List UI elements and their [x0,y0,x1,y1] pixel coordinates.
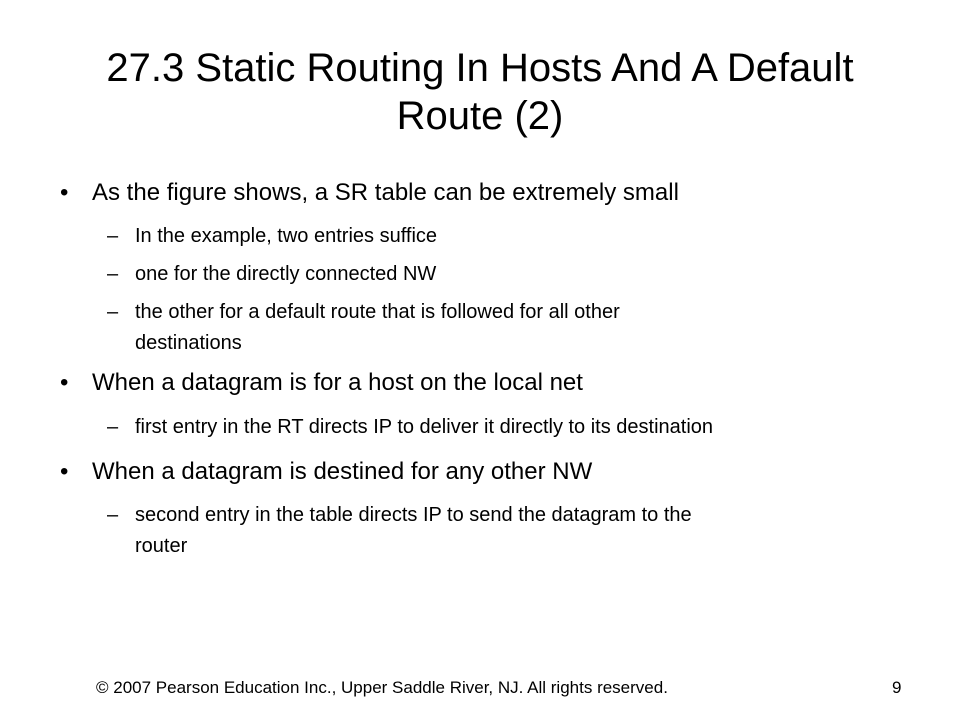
sub-bullet-text: second entry in the table directs IP to send the datagram to the [135,504,692,526]
sub-bullet-item [107,300,925,324]
title-line-2: Route (2) [396,94,564,138]
sub-bullet-item [107,503,925,527]
dash-icon: – [107,225,119,247]
sub-bullet-item [107,224,925,248]
page-number: 9 [892,678,902,697]
dash-icon: – [107,301,119,323]
bullet-item [60,368,912,397]
sub-bullet-text: one for the directly connected NW [135,263,437,285]
slide-title [60,44,900,140]
sub-bullet-text: In the example, two entries suffice [135,225,438,247]
sub-bullet-continuation [135,534,925,558]
dash-icon: – [107,504,119,526]
dash-icon: – [107,263,119,285]
bullet-dot-icon: • [60,179,69,206]
title-line-1: 27.3 Static Routing In Hosts And A Default [106,46,854,90]
sub-bullet-text: the other for a default route that is followed for all other [135,301,620,323]
sub-bullet-text: router [135,535,188,557]
bullet-text: When a datagram is destined for any other NW [92,458,593,485]
sub-bullet-item [107,262,925,286]
sub-bullet-text: first entry in the RT directs IP to deliver it directly to its destination [135,416,714,438]
bullet-dot-icon: • [60,458,69,485]
bullet-dot-icon: • [60,369,69,396]
bullet-text: When a datagram is for a host on the local net [92,369,583,396]
dash-icon: – [107,416,119,438]
copyright-footer: © 2007 Pearson Education Inc., Upper Saddle River, NJ. All rights reserved. [96,678,668,697]
sub-bullet-continuation [135,331,925,355]
sub-bullet-item [107,415,925,439]
bullet-item [60,457,912,486]
sub-bullet-text: destinations [135,332,242,354]
bullet-text: As the figure shows, a SR table can be extremely small [92,179,679,206]
bullet-item [60,178,912,207]
